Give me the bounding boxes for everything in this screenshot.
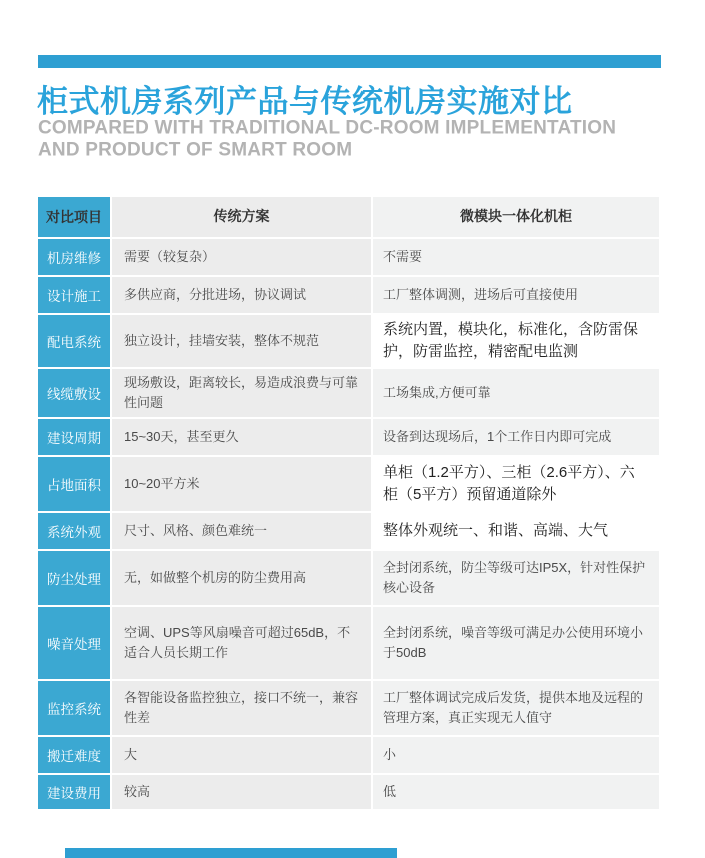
page-subtitle [38, 117, 678, 161]
modular-cell: 设备到达现场后，1个工作日内即可完成 [373, 419, 659, 457]
traditional-cell: 独立设计，挂墙安装，整体不规范 [112, 315, 373, 369]
modular-cell: 单柜（1.2平方）、三柜（2.6平方）、六柜（5平方）预留通道除外 [373, 457, 659, 513]
bottom-accent-bar [65, 848, 397, 858]
row-label-cell: 防尘处理 [38, 551, 112, 607]
page-subtitle-line1: COMPARED WITH TRADITIONAL DC-ROOM IMPLEMENTATION [38, 117, 617, 139]
row-label-cell: 噪音处理 [38, 607, 112, 681]
row-label-cell: 线缆敷设 [38, 369, 112, 419]
comparison-table [38, 197, 663, 811]
traditional-cell: 无，如做整个机房的防尘费用高 [112, 551, 373, 607]
row-label-cell: 系统外观 [38, 513, 112, 551]
modular-cell: 全封闭系统，噪音等级可满足办公使用环境小于50dB [373, 607, 659, 681]
traditional-cell: 空调、UPS等风扇噪音可超过65dB，不适合人员长期工作 [112, 607, 373, 681]
row-label-cell: 搬迁难度 [38, 737, 112, 775]
row-label-cell: 占地面积 [38, 457, 112, 513]
row-label-cell: 建设费用 [38, 775, 112, 811]
traditional-cell: 需要（较复杂） [112, 239, 373, 277]
modular-cell: 小 [373, 737, 659, 775]
modular-cell: 不需要 [373, 239, 659, 277]
traditional-cell: 10~20平方米 [112, 457, 373, 513]
traditional-cell: 15~30天，甚至更久 [112, 419, 373, 457]
row-label-cell: 设计施工 [38, 277, 112, 315]
modular-cell: 整体外观统一、和谐、高端、大气 [373, 513, 659, 551]
modular-cell: 工场集成,方便可靠 [373, 369, 659, 419]
row-label-cell: 监控系统 [38, 681, 112, 737]
page-title: 柜式机房系列产品与传统机房实施对比 [37, 84, 573, 119]
header-cell-modular: 微模块一体化机柜 [373, 197, 659, 239]
page-subtitle-line2: AND PRODUCT OF SMART ROOM [38, 138, 353, 161]
modular-cell: 全封闭系统，防尘等级可达IP5X，针对性保护核心设备 [373, 551, 659, 607]
traditional-cell: 尺寸、风格、颜色难统一 [112, 513, 373, 551]
traditional-cell: 多供应商，分批进场，协议调试 [112, 277, 373, 315]
traditional-cell: 各智能设备监控独立，接口不统一，兼容性差 [112, 681, 373, 737]
modular-cell: 系统内置，模块化，标准化，含防雷保护，防雷监控，精密配电监测 [373, 315, 659, 369]
traditional-cell: 现场敷设，距离较长，易造成浪费与可靠性问题 [112, 369, 373, 419]
header-cell-item: 对比项目 [38, 197, 112, 239]
header-cell-traditional: 传统方案 [112, 197, 373, 239]
traditional-cell: 较高 [112, 775, 373, 811]
modular-cell: 工厂整体调试完成后发货，提供本地及远程的管理方案，真正实现无人值守 [373, 681, 659, 737]
modular-cell: 工厂整体调测，进场后可直接使用 [373, 277, 659, 315]
top-accent-bar [38, 55, 661, 68]
row-label-cell: 配电系统 [38, 315, 112, 369]
traditional-cell: 大 [112, 737, 373, 775]
modular-cell: 低 [373, 775, 659, 811]
row-label-cell: 机房维修 [38, 239, 112, 277]
row-label-cell: 建设周期 [38, 419, 112, 457]
